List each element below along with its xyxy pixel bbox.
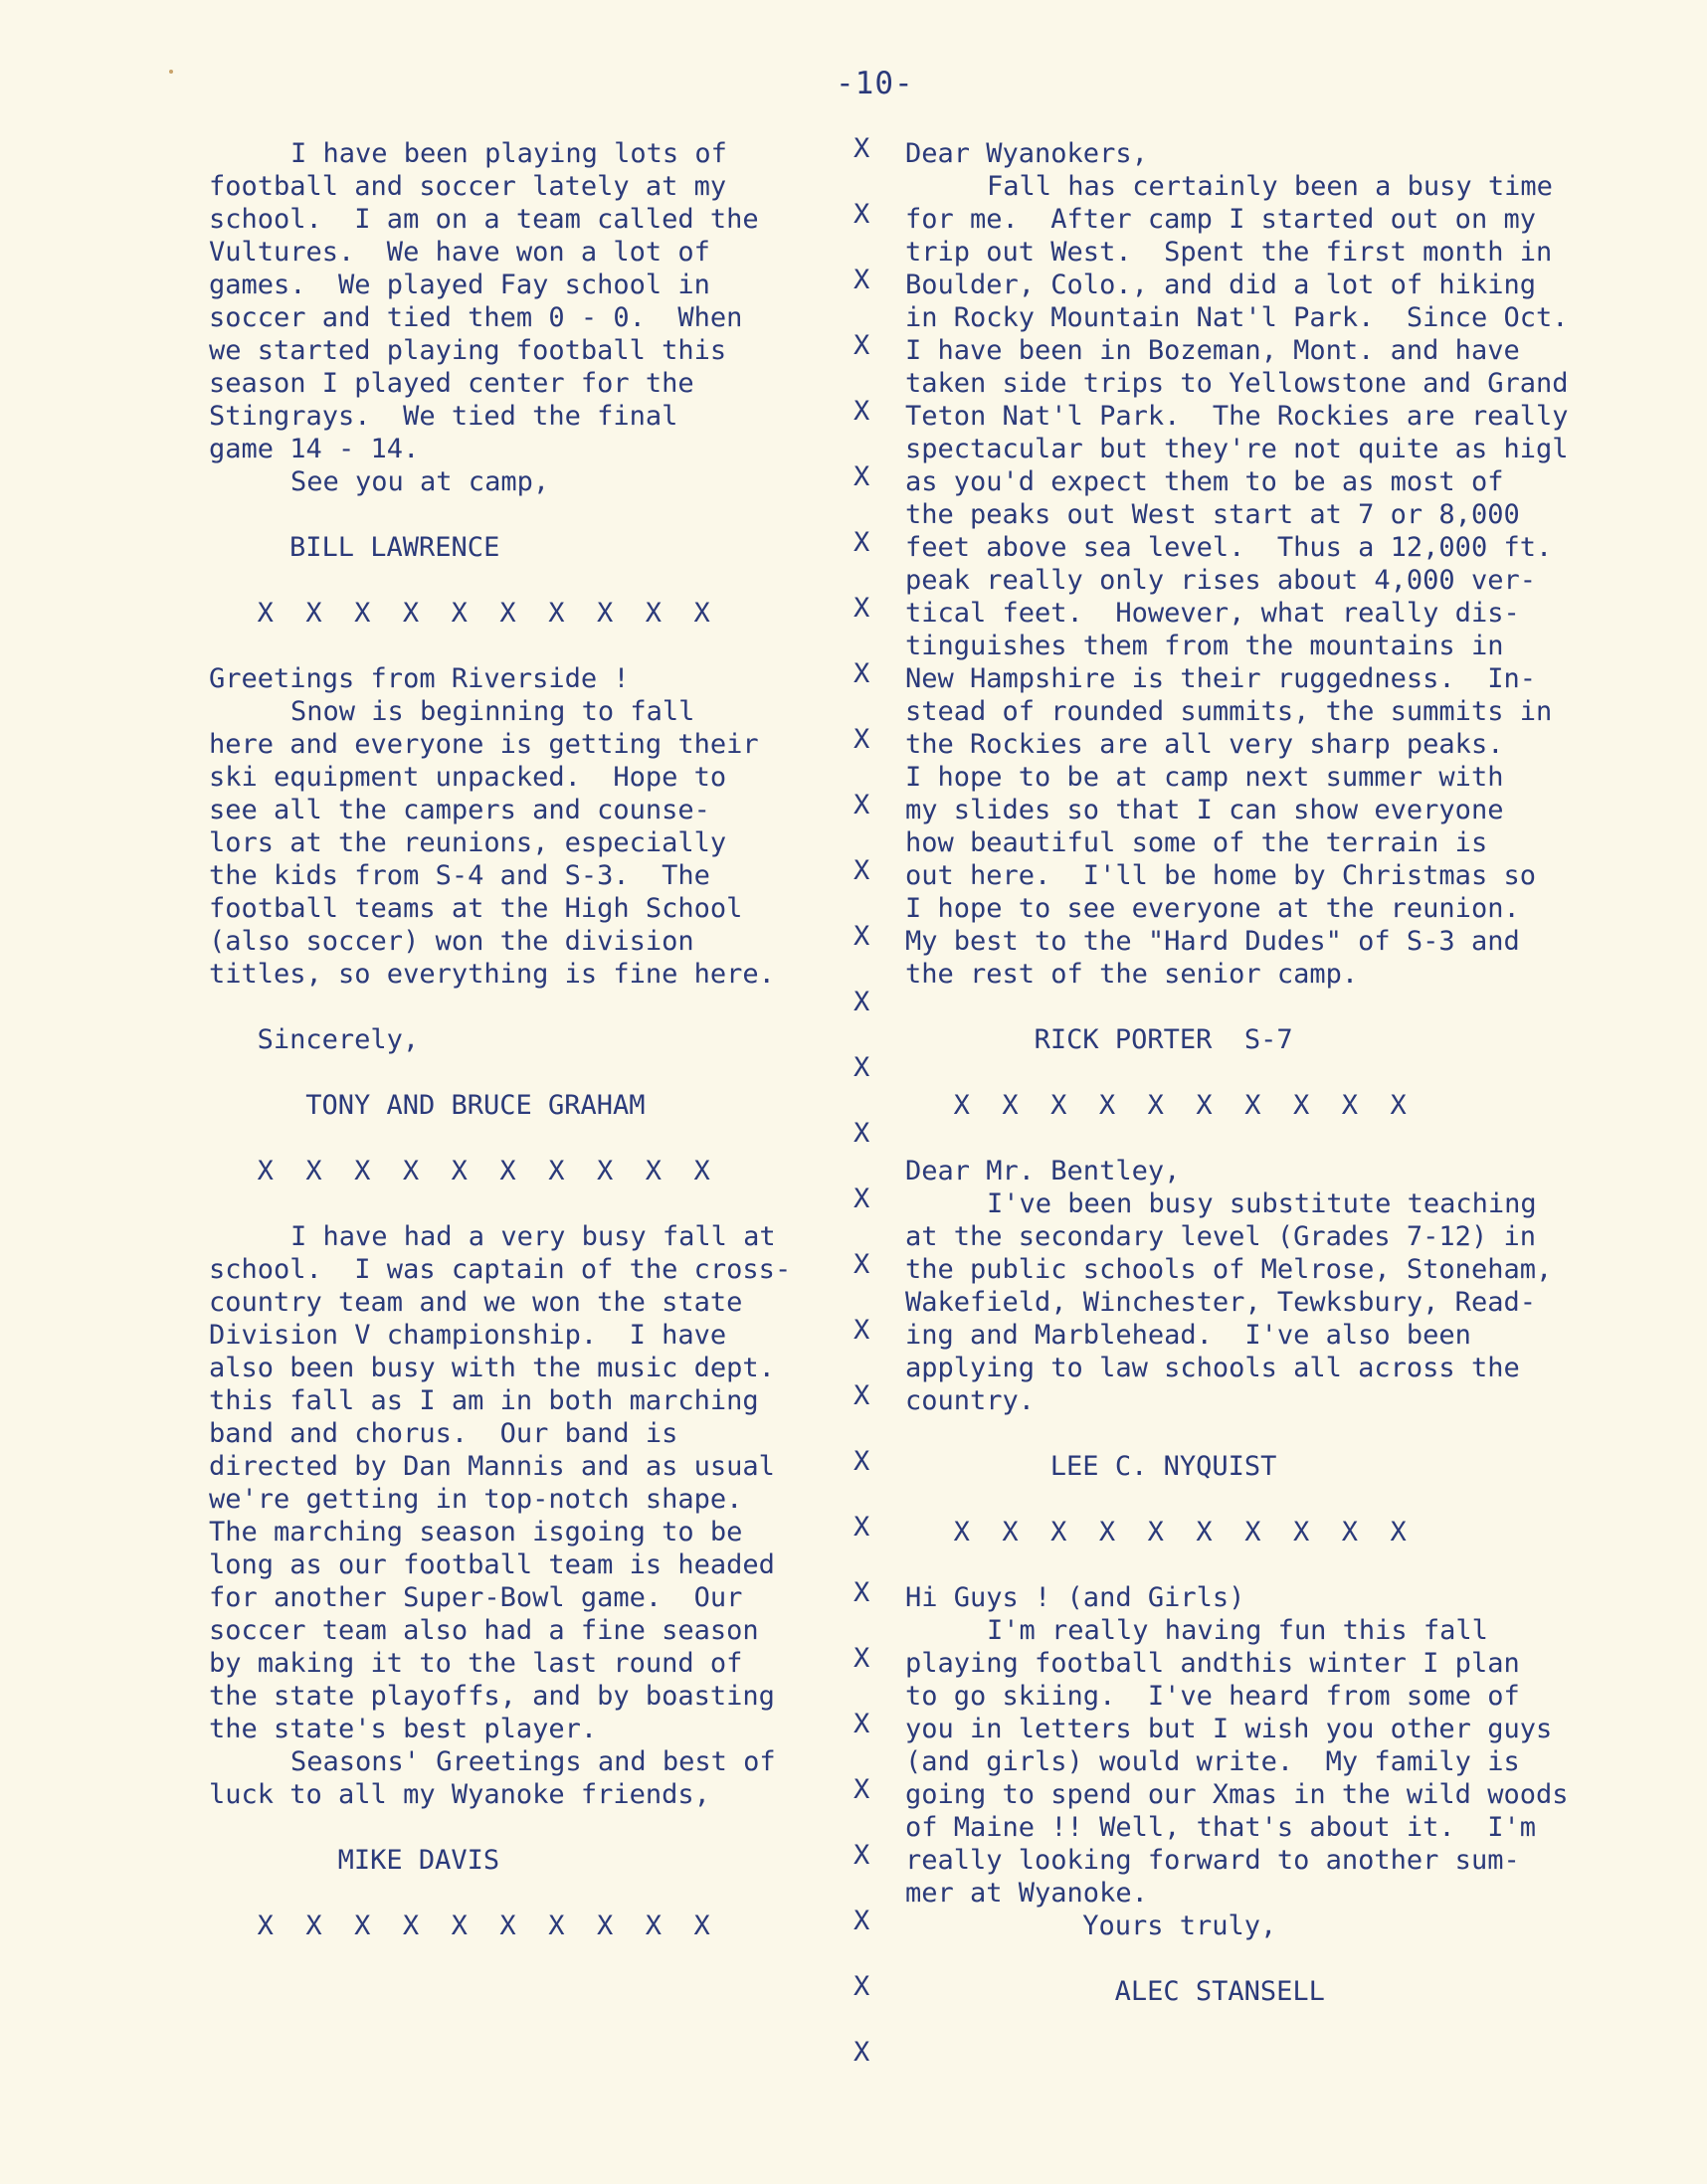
text-line: school. I was captain of the cross- bbox=[209, 1254, 792, 1285]
text-line: going to spend our Xmas in the wild woods bbox=[905, 1779, 1569, 1810]
text-line: season I played center for the bbox=[209, 368, 694, 399]
text-line: game 14 - 14. bbox=[209, 434, 420, 464]
separator-xs: X X X X X X X X X X bbox=[257, 598, 710, 629]
text-line: Seasons' Greetings and best of bbox=[290, 1746, 776, 1777]
signature-line: Sincerely, bbox=[257, 1024, 420, 1055]
blank-line bbox=[209, 991, 796, 1023]
text-line: school. I am on a team called the bbox=[209, 204, 759, 235]
margin-x-mark: X bbox=[854, 1380, 870, 1411]
margin-x-mark: X bbox=[854, 1446, 870, 1477]
blank-line bbox=[209, 498, 796, 531]
blank-line bbox=[209, 1122, 796, 1155]
text-line: really looking forward to another sum- bbox=[905, 1845, 1520, 1876]
text-line: football and soccer lately at my bbox=[209, 171, 727, 202]
text-line: the public schools of Melrose, Stoneham, bbox=[905, 1254, 1553, 1285]
margin-x-mark: X bbox=[854, 790, 870, 820]
blank-line bbox=[905, 1483, 1592, 1516]
text-line: Wakefield, Winchester, Tewksbury, Read- bbox=[905, 1287, 1536, 1318]
text-line: the kids from S-4 and S-3. The bbox=[209, 860, 710, 891]
text-line: I hope to be at camp next summer with bbox=[905, 762, 1504, 793]
margin-x-mark: X bbox=[854, 1249, 870, 1280]
separator-xs: X X X X X X X X X X bbox=[257, 1911, 710, 1941]
margin-x-mark: X bbox=[854, 1118, 870, 1149]
text-line: My best to the "Hard Dudes" of S-3 and bbox=[905, 926, 1520, 957]
text-line: as you'd expect them to be as most of bbox=[905, 466, 1504, 497]
text-line: See you at camp, bbox=[290, 466, 550, 497]
text-line: stead of rounded summits, the summits in bbox=[905, 696, 1553, 727]
text-line: tical feet. However, what really dis- bbox=[905, 598, 1520, 629]
text-line: to go skiing. I've heard from some of bbox=[905, 1681, 1520, 1712]
text-line: the Rockies are all very sharp peaks. bbox=[905, 729, 1504, 760]
text-line: band and chorus. Our band is bbox=[209, 1418, 678, 1449]
signature-line: BILL LAWRENCE bbox=[289, 532, 500, 563]
blank-line bbox=[905, 1417, 1592, 1450]
separator-xs: X X X X X X X X X X bbox=[953, 1090, 1407, 1121]
text-line: football teams at the High School bbox=[209, 893, 743, 924]
text-line: directed by Dan Mannis and as usual bbox=[209, 1451, 775, 1482]
text-line: I've been busy substitute teaching bbox=[987, 1188, 1537, 1219]
signature-line: ALEC STANSELL bbox=[1114, 1976, 1325, 2007]
text-line: applying to law schools all across the bbox=[905, 1353, 1520, 1383]
separator-xs: X X X X X X X X X X bbox=[257, 1156, 710, 1186]
right-column bbox=[905, 137, 1592, 2008]
text-line: games. We played Fay school in bbox=[209, 270, 710, 300]
margin-x-mark: X bbox=[854, 1512, 870, 1543]
text-line: the peaks out West start at 7 or 8,000 bbox=[905, 499, 1520, 530]
text-line: in Rocky Mountain Nat'l Park. Since Oct. bbox=[905, 302, 1569, 333]
text-line: soccer team also had a fine season bbox=[209, 1615, 759, 1646]
text-line: country. bbox=[905, 1385, 1036, 1416]
margin-x-mark: X bbox=[854, 921, 870, 952]
margin-x-mark: X bbox=[854, 855, 870, 886]
margin-x-mark: X bbox=[854, 1643, 870, 1674]
signature-line: TONY AND BRUCE GRAHAM bbox=[305, 1090, 646, 1121]
text-line: (and girls) would write. My family is bbox=[905, 1746, 1520, 1777]
text-line: Greetings from Riverside ! bbox=[209, 663, 630, 694]
text-line: Vultures. We have won a lot of bbox=[209, 237, 710, 268]
text-line: out here. I'll be home by Christmas so bbox=[905, 860, 1536, 891]
text-line: see all the campers and counse- bbox=[209, 795, 710, 825]
text-line: ing and Marblehead. I've also been bbox=[905, 1320, 1471, 1351]
text-line: trip out West. Spent the first month in bbox=[905, 237, 1553, 268]
text-line: Boulder, Colo., and did a lot of hiking bbox=[905, 270, 1536, 300]
text-line: here and everyone is getting their bbox=[209, 729, 759, 760]
text-line: for another Super-Bowl game. Our bbox=[209, 1582, 743, 1613]
margin-x-mark: X bbox=[854, 1577, 870, 1608]
blank-line bbox=[209, 1187, 796, 1220]
text-line: Fall has certainly been a busy time bbox=[987, 171, 1553, 202]
text-line: Hi Guys ! (and Girls) bbox=[905, 1582, 1245, 1613]
text-line: long as our football team is headed bbox=[209, 1549, 775, 1580]
signature-line: MIKE DAVIS bbox=[337, 1845, 500, 1876]
margin-x-mark: X bbox=[854, 1840, 870, 1871]
text-line: titles, so everything is fine here. bbox=[209, 959, 775, 990]
text-line: Teton Nat'l Park. The Rockies are really bbox=[905, 401, 1569, 432]
signature-line: Yours truly, bbox=[1082, 1911, 1277, 1941]
text-line: also been busy with the music dept. bbox=[209, 1353, 775, 1383]
text-line: soccer and tied them 0 - 0. When bbox=[209, 302, 743, 333]
blank-line bbox=[905, 1942, 1592, 1975]
margin-x-mark: X bbox=[854, 1052, 870, 1083]
text-line: by making it to the last round of bbox=[209, 1648, 743, 1679]
text-line: I hope to see everyone at the reunion. bbox=[905, 893, 1520, 924]
separator-xs: X X X X X X X X X X bbox=[953, 1517, 1407, 1547]
text-line: playing football andthis winter I plan bbox=[905, 1648, 1520, 1679]
text-line: the state playoffs, and by boasting bbox=[209, 1681, 775, 1712]
text-line: Dear Mr. Bentley, bbox=[905, 1156, 1181, 1186]
margin-x-mark: X bbox=[854, 527, 870, 558]
text-line: ski equipment unpacked. Hope to bbox=[209, 762, 727, 793]
blank-line bbox=[905, 991, 1592, 1023]
margin-x-mark: X bbox=[854, 199, 870, 230]
margin-x-mark: X bbox=[854, 1774, 870, 1805]
text-line: spectacular but they're not quite as higl bbox=[905, 434, 1569, 464]
margin-x-mark: X bbox=[854, 461, 870, 492]
margin-x-mark: X bbox=[854, 724, 870, 755]
margin-x-mark: X bbox=[854, 658, 870, 689]
margin-x-mark: X bbox=[854, 1315, 870, 1346]
blank-line bbox=[209, 564, 796, 597]
margin-x-mark: X bbox=[854, 593, 870, 624]
signature-line: LEE C. NYQUIST bbox=[1049, 1451, 1277, 1482]
text-line: how beautiful some of the terrain is bbox=[905, 827, 1488, 858]
text-line: Dear Wyanokers, bbox=[905, 138, 1148, 169]
blank-line bbox=[209, 1056, 796, 1089]
left-column bbox=[209, 137, 796, 1942]
text-line: for me. After camp I started out on my bbox=[905, 204, 1536, 235]
text-line: at the secondary level (Grades 7-12) in bbox=[905, 1221, 1536, 1252]
text-line: this fall as I am in both marching bbox=[209, 1385, 759, 1416]
text-line: I'm really having fun this fall bbox=[987, 1615, 1488, 1646]
text-line: Division V championship. I have bbox=[209, 1320, 727, 1351]
margin-x-mark: X bbox=[854, 265, 870, 295]
text-line: we started playing football this bbox=[209, 335, 727, 366]
text-line: taken side trips to Yellowstone and Grand bbox=[905, 368, 1569, 399]
text-line: I have had a very busy fall at bbox=[290, 1221, 776, 1252]
margin-x-mark: X bbox=[854, 987, 870, 1017]
text-line: mer at Wyanoke. bbox=[905, 1878, 1148, 1909]
margin-x-mark: X bbox=[854, 1183, 870, 1214]
margin-x-mark: X bbox=[854, 396, 870, 427]
text-line: New Hampshire is their ruggedness. In- bbox=[905, 663, 1536, 694]
text-line: peak really only rises about 4,000 ver- bbox=[905, 565, 1536, 596]
text-line: lors at the reunions, especially bbox=[209, 827, 727, 858]
text-line: the state's best player. bbox=[209, 1714, 598, 1744]
margin-x-mark: X bbox=[854, 1971, 870, 2002]
paper-speck bbox=[169, 70, 173, 74]
text-line: tinguishes them from the mountains in bbox=[905, 631, 1504, 661]
text-line: of Maine !! Well, that's about it. I'm bbox=[905, 1812, 1536, 1843]
text-line: I have been playing lots of bbox=[290, 138, 727, 169]
text-line: (also soccer) won the division bbox=[209, 926, 694, 957]
text-line: Snow is beginning to fall bbox=[290, 696, 695, 727]
text-line: Stingrays. We tied the final bbox=[209, 401, 678, 432]
text-line: I have been in Bozeman, Mont. and have bbox=[905, 335, 1520, 366]
blank-line bbox=[209, 1877, 796, 1910]
blank-line bbox=[209, 630, 796, 662]
margin-x-mark: X bbox=[854, 133, 870, 164]
text-line: luck to all my Wyanoke friends, bbox=[209, 1779, 710, 1810]
margin-x-mark: X bbox=[854, 1906, 870, 1936]
text-line: the rest of the senior camp. bbox=[905, 959, 1359, 990]
margin-x-mark: X bbox=[854, 330, 870, 361]
margin-x-mark: X bbox=[854, 1709, 870, 1739]
signature-line: RICK PORTER S-7 bbox=[1034, 1024, 1293, 1055]
blank-line bbox=[905, 1548, 1592, 1581]
blank-line bbox=[905, 1056, 1592, 1089]
text-line: you in letters but I wish you other guys bbox=[905, 1714, 1553, 1744]
text-line: feet above sea level. Thus a 12,000 ft. bbox=[905, 532, 1553, 563]
margin-x-mark: X bbox=[854, 2037, 870, 2068]
blank-line bbox=[905, 1122, 1592, 1155]
blank-line bbox=[209, 1811, 796, 1844]
text-line: country team and we won the state bbox=[209, 1287, 743, 1318]
page-number: -10- bbox=[836, 66, 914, 101]
text-line: my slides so that I can show everyone bbox=[905, 795, 1504, 825]
text-line: The marching season isgoing to be bbox=[209, 1517, 743, 1547]
text-line: we're getting in top-notch shape. bbox=[209, 1484, 743, 1515]
